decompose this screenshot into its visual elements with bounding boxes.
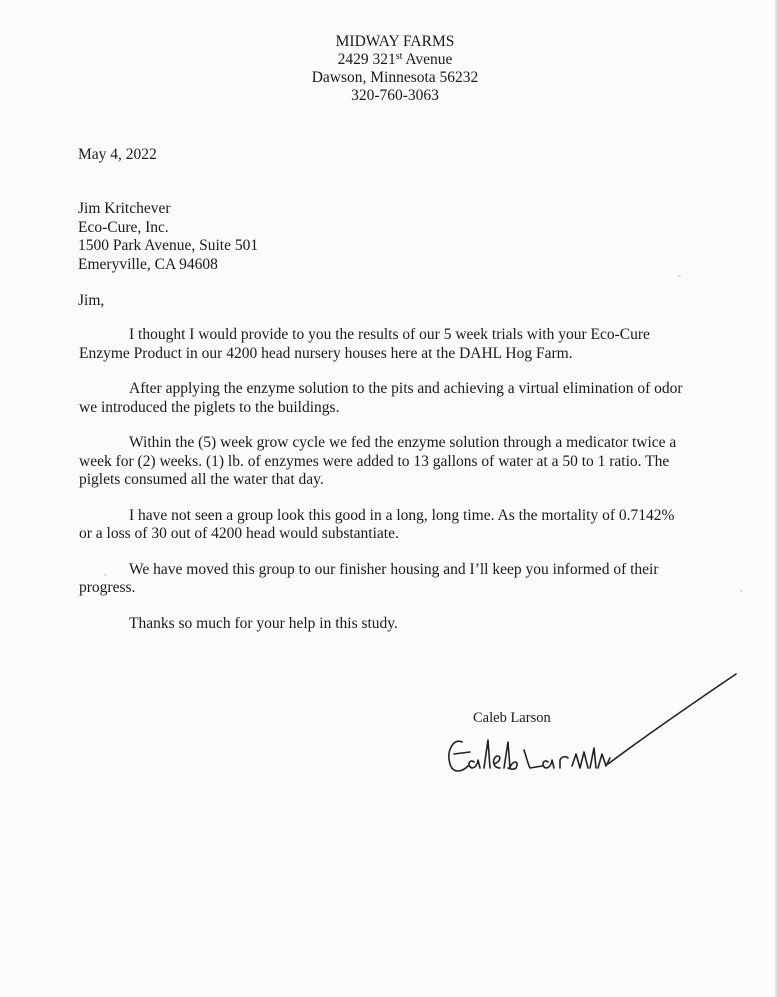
recipient-name: Jim Kritchever [78,200,171,217]
body-line: After applying the enzyme solution to the pits and achieving a virtual elimination of odor [129,380,683,397]
salutation: Jim, [78,292,105,309]
recipient-city-state-zip: Emeryville, CA 94608 [78,255,218,273]
letterhead [240,33,550,105]
letter-date: May 4, 2022 [78,146,157,163]
signature-text: Caleb Larson [440,668,446,669]
letter-body [79,326,719,650]
street-name: Avenue [402,51,453,68]
body-line: We have moved this group to our finisher housing and I’ll keep you informed of their [129,560,659,578]
company-name: MIDWAY FARMS [335,33,455,50]
body-paragraph [79,561,719,598]
company-phone: 320-760-3063 [351,87,439,104]
signer-name: Caleb Larson [473,710,551,726]
body-line: or a loss of 30 out of 4200 head would substantiate. [79,525,399,542]
body-line: I thought I would provide to you the results of our 5 week trials with your Eco-Cure [129,326,650,343]
handwritten-signature [440,668,740,788]
scan-speck [740,590,743,592]
street-ordinal-suffix: st [395,51,403,62]
body-line: I have not seen a group look this good in a long, long time. As the mortality of 0.7142% [129,506,675,524]
body-line: piglets consumed all the water that day. [79,471,324,488]
body-paragraph [79,380,719,417]
body-line: week for (2) weeks. (1) lb. of enzymes were added to 13 gallons of water at a 50 to 1 ratio. The [79,452,670,470]
company-street [240,51,550,69]
body-line: we introduced the piglets to the buildings. [79,398,340,416]
body-line: progress. [79,579,136,596]
recipient-address [78,200,258,274]
body-line: Enzyme Product in our 4200 head nursery houses here at the DAHL Hog Farm. [79,344,573,362]
company-city-state-zip: Dawson, Minnesota 56232 [311,69,479,86]
body-paragraph [79,326,719,363]
scan-speck [104,574,107,576]
body-paragraph [79,615,719,634]
page-edge-shadow [775,0,779,997]
body-paragraph [79,434,719,490]
body-paragraph [79,507,719,544]
recipient-street: 1500 Park Avenue, Suite 501 [78,237,259,254]
street-number: 2429 321 [337,51,396,68]
recipient-company: Eco-Cure, Inc. [78,218,169,236]
body-line: Thanks so much for your help in this study. [129,614,398,632]
body-line: Within the (5) week grow cycle we fed the enzyme solution through a medicator twice a [129,434,677,451]
scan-speck [678,275,681,277]
